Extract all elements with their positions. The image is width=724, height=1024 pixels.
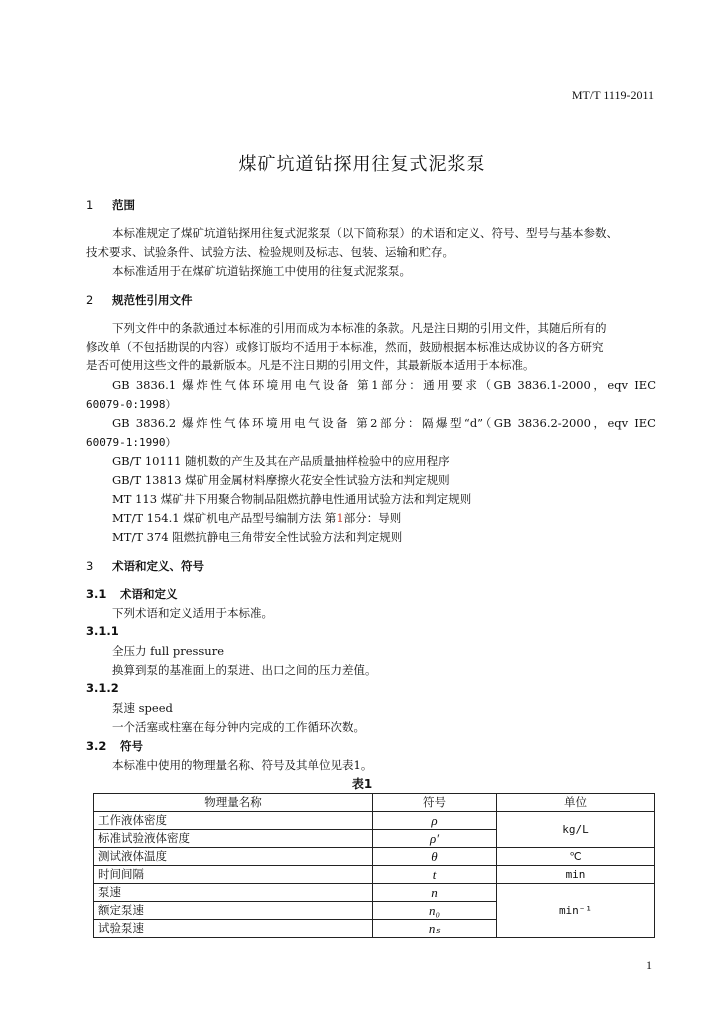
document-title: 煤矿坑道钻探用往复式泥浆泵 <box>238 154 486 175</box>
symbols-table <box>93 793 655 938</box>
table-cell-symbol: nₛ <box>373 920 497 938</box>
reference-item: GB/T 10111 随机数的产生及其在产品质量抽样检验中的应用程序 <box>112 454 450 468</box>
subsection-number: 3.2 <box>86 739 107 753</box>
subsection-number: 3.1 <box>86 587 107 601</box>
standard-code: MT/T 1119-2011 <box>571 88 654 102</box>
table-header-row <box>94 794 655 812</box>
paragraph-line: 修改单（不包括勘误的内容）或修订版均不适用于本标准，然而，鼓励根据本标准达成协议的各方研究 <box>86 340 604 354</box>
reference-item: GB 3836.2 爆炸性气体环境用电气设备 第2部分：隔爆型“d”（GB 3836.2-2000，eqv IEC <box>112 416 656 430</box>
table-row <box>94 884 655 902</box>
reference-item: GB/T 13813 煤矿用金属材料摩擦火花安全性试验方法和判定规则 <box>112 473 450 487</box>
table-row <box>94 812 655 830</box>
table-cell-name: 时间间隔 <box>94 866 373 884</box>
reference-item-continued: 60079-0:1998） <box>86 398 177 411</box>
reference-part-number: 1 <box>336 511 344 525</box>
reference-text: 部分：导则 <box>343 511 402 525</box>
section-3-heading <box>86 558 204 574</box>
paragraph-line: 本标准中使用的物理量名称、符号及其单位见表1。 <box>112 758 373 772</box>
term-entry: 全压力 full pressure <box>112 644 225 658</box>
subsection-number: 3.1.2 <box>86 681 119 695</box>
table-row <box>94 848 655 866</box>
reference-text: MT/T 154.1 煤矿机电产品型号编制方法 第 <box>112 511 337 525</box>
paragraph-line: 本标准规定了煤矿坑道钻探用往复式泥浆泵（以下简称泵）的术语和定义、符号、型号与基本参数、 <box>112 226 618 240</box>
table-cell-name: 工作液体密度 <box>94 812 373 830</box>
table-cell-unit: min <box>497 866 655 884</box>
reference-item <box>112 510 401 526</box>
page-number: 1 <box>646 958 652 972</box>
reference-item-continued: 60079-1:1990） <box>86 436 177 449</box>
table-cell-name: 标准试验液体密度 <box>94 830 373 848</box>
clause-number <box>86 624 120 638</box>
section-title: 术语和定义、符号 <box>112 559 204 573</box>
section-1-heading <box>86 197 135 213</box>
section-number: 2 <box>86 293 94 307</box>
clause-number <box>86 681 120 695</box>
table-cell-symbol: n₀ <box>373 902 497 920</box>
subsection-title: 符号 <box>120 739 143 753</box>
table-cell-symbol: ρ <box>373 812 497 830</box>
table-cell-symbol: θ <box>373 848 497 866</box>
subsection-3-2-heading <box>86 738 143 754</box>
table-cell-unit: kg/L <box>497 812 655 848</box>
table-header-cell: 符号 <box>373 794 497 812</box>
table-caption: 表1 <box>351 777 373 791</box>
table-header-cell: 单位 <box>497 794 655 812</box>
reference-item: MT 113 煤矿井下用聚合物制品阻燃抗静电性通用试验方法和判定规则 <box>112 492 472 506</box>
table-cell-name: 额定泵速 <box>94 902 373 920</box>
paragraph-line: 下列术语和定义适用于本标准。 <box>112 606 273 620</box>
reference-item: GB 3836.1 爆炸性气体环境用电气设备 第1部分：通用要求（GB 3836.1-2000，eqv IEC <box>112 378 656 392</box>
subsection-3-1-heading <box>86 586 178 602</box>
section-number: 3 <box>86 559 94 573</box>
term-definition: 换算到泵的基准面上的泵进、出口之间的压力差值。 <box>112 663 377 677</box>
subsection-title: 术语和定义 <box>120 587 178 601</box>
paragraph-line: 下列文件中的条款通过本标准的引用而成为本标准的条款。凡是注日期的引用文件，其随后所有的 <box>112 321 607 335</box>
section-title: 范围 <box>112 198 135 212</box>
paragraph-line: 是否可使用这些文件的最新版本。凡是不注日期的引用文件，其最新版本适用于本标准。 <box>86 358 535 372</box>
term-entry: 泵速 speed <box>112 701 173 715</box>
paragraph-line: 技术要求、试验条件、试验方法、检验规则及标志、包装、运输和贮存。 <box>86 245 454 259</box>
section-title: 规范性引用文件 <box>112 293 193 307</box>
section-number: 1 <box>86 198 94 212</box>
table-cell-symbol: t <box>373 866 497 884</box>
table-cell-symbol: ρ′ <box>373 830 497 848</box>
table-row <box>94 866 655 884</box>
table-cell-name: 试验泵速 <box>94 920 373 938</box>
table-header-cell: 物理量名称 <box>94 794 373 812</box>
table-cell-symbol: n <box>373 884 497 902</box>
table-cell-name: 泵速 <box>94 884 373 902</box>
subsection-number: 3.1.1 <box>86 624 119 638</box>
table-cell-name: 测试液体温度 <box>94 848 373 866</box>
paragraph-line: 本标准适用于在煤矿坑道钻探施工中使用的往复式泥浆泵。 <box>112 264 411 278</box>
reference-item: MT/T 374 阻燃抗静电三角带安全性试验方法和判定规则 <box>112 530 403 544</box>
section-2-heading <box>86 292 193 308</box>
term-definition: 一个活塞或柱塞在每分钟内完成的工作循环次数。 <box>112 720 365 734</box>
table-cell-unit: ℃ <box>497 848 655 866</box>
table-cell-unit: min⁻¹ <box>497 884 655 938</box>
